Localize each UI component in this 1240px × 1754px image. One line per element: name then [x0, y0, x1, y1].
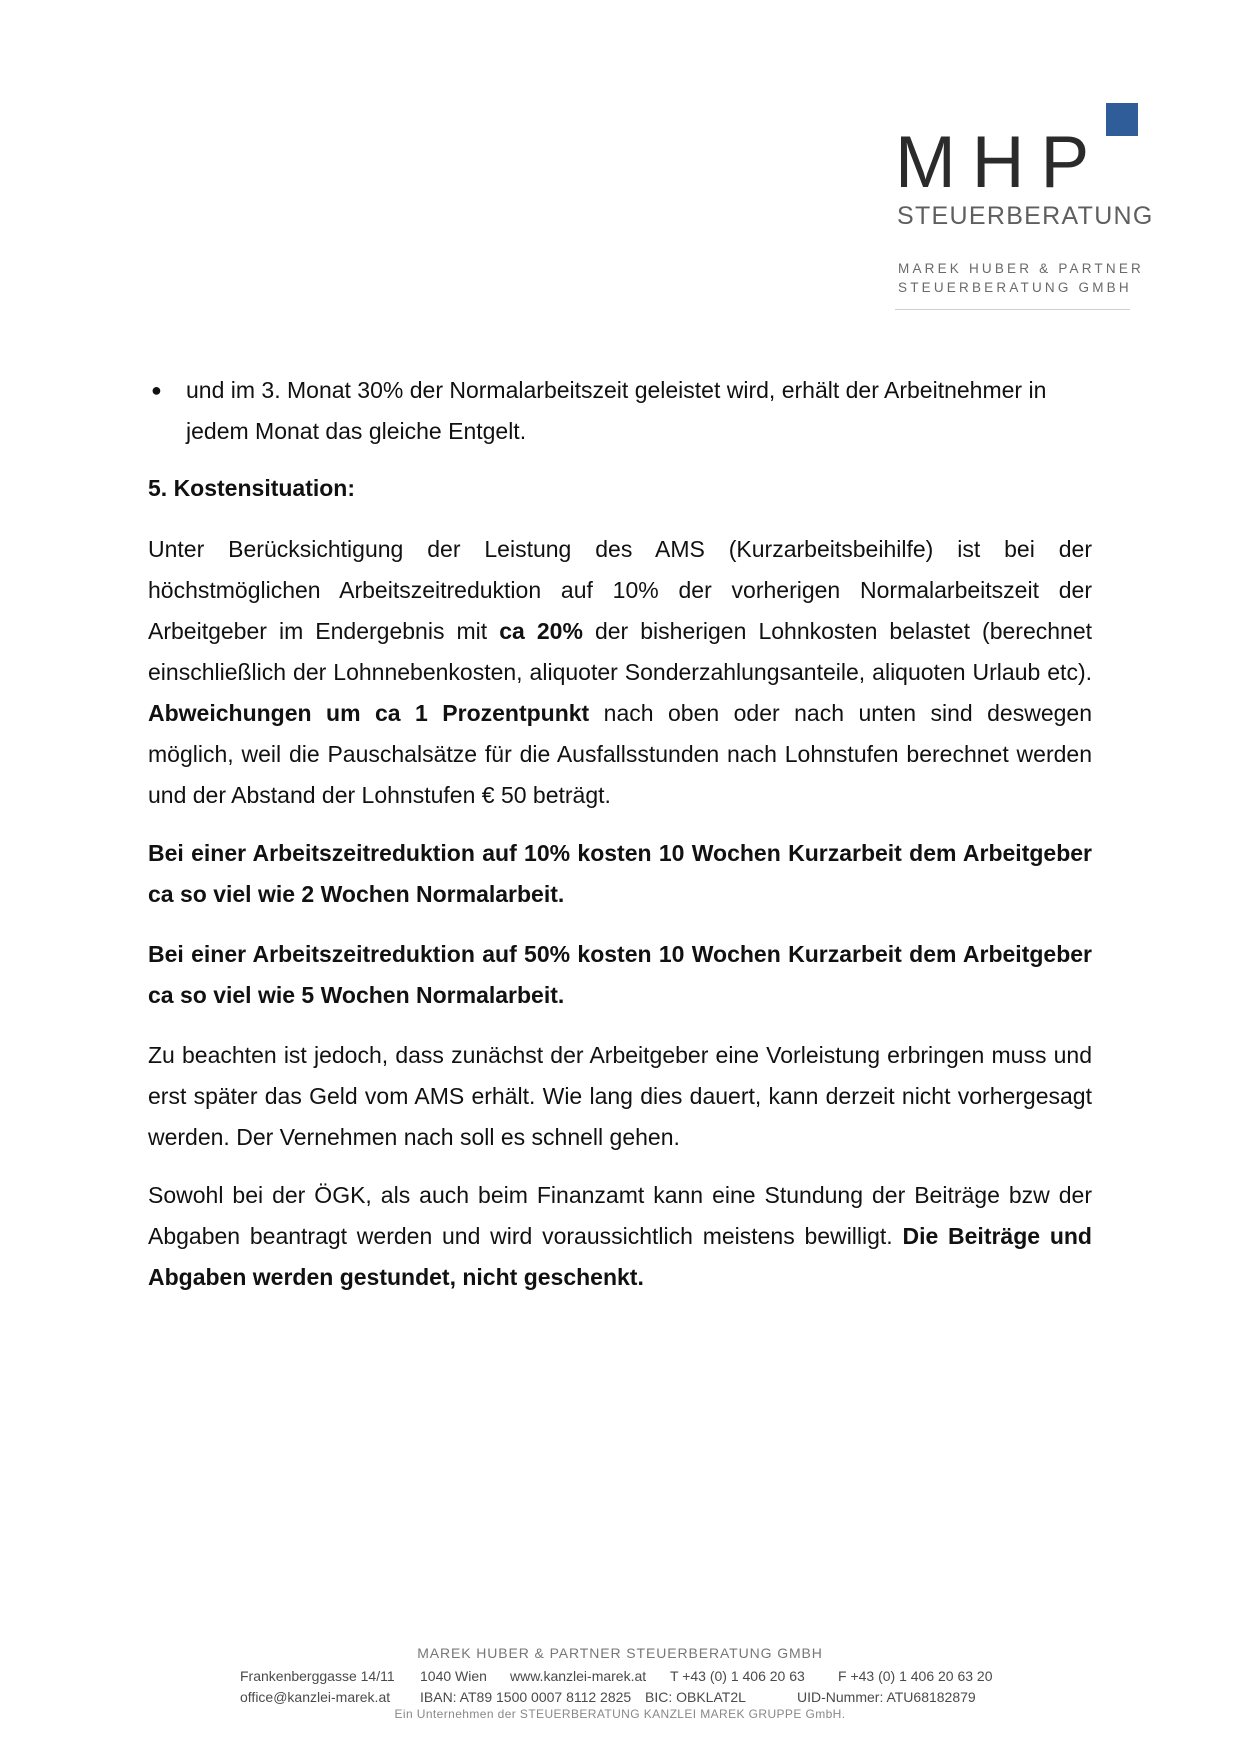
logo-accent-square	[1106, 103, 1138, 136]
footer-address: Frankenberggasse 14/11	[240, 1668, 395, 1684]
company-logo	[895, 100, 1154, 312]
bullet-text: und im 3. Monat 30% der Normalarbeitszeit geleistet wird, erhält der Arbeitnehmer in jedem Monat das gleiche Entgelt.	[186, 377, 1047, 444]
footer-phone: T +43 (0) 1 406 20 63	[670, 1668, 805, 1684]
deferral-paragraph-bold: Die Beiträge und Abgaben werden gestundet, nicht geschenkt.	[148, 1223, 1092, 1290]
list-item	[148, 370, 1092, 452]
section-heading: 5. Kostensituation:	[148, 475, 356, 501]
cost-paragraph-text-1: Unter Berücksichtigung der Leistung des AMS (Kurzarbeitsbeihilfe) ist bei der höchstmöglichen Arbeitszeitreduktion auf 10% der vorherigen Normalarbeitszeit der Arbeitgeber im Endergebnis mit	[148, 536, 1092, 644]
deferral-paragraph-text: Sowohl bei der ÖGK, als auch beim Finanzamt kann eine Stundung der Beiträge bzw der Abgaben beantragt werden und wird voraussichtlich meistens bewilligt.	[148, 1182, 1092, 1249]
footer-bic: BIC: OBKLAT2L	[645, 1689, 746, 1705]
logo-brand: MHP	[895, 122, 1106, 203]
highlight-paragraph-10-percent: Bei einer Arbeitszeitreduktion auf 10% kosten 10 Wochen Kurzarbeit dem Arbeitgeber ca so viel wie 2 Wochen Normalarbeit.	[148, 840, 1092, 907]
cost-paragraph-text-2: der bisherigen Lohnkosten belastet (berechnet einschließlich der Lohnnebenkosten, aliquoter Sonderzahlungsanteile, aliquoten Urlaub etc).	[148, 618, 1092, 685]
footer-company-name: MAREK HUBER & PARTNER STEUERBERATUNG GMBH	[417, 1645, 823, 1661]
bullet-icon: ●	[151, 380, 162, 400]
cost-paragraph-bold-1: ca 20%	[499, 618, 583, 644]
cost-paragraph	[148, 529, 1092, 816]
footer-fax: F +43 (0) 1 406 20 63 20	[838, 1668, 993, 1684]
footer-email-link[interactable]: office@kanzlei-marek.at	[240, 1689, 391, 1705]
logo-divider	[895, 309, 1130, 310]
logo-company-line1: MAREK HUBER & PARTNER	[898, 261, 1144, 276]
footer-web-link[interactable]: www.kanzlei-marek.at	[510, 1668, 647, 1684]
footer-group-note: Ein Unternehmen der STEUERBERATUNG KANZLEI MAREK GRUPPE GmbH.	[394, 1707, 846, 1721]
logo-company-line2: STEUERBERATUNG GMBH	[898, 280, 1132, 295]
document-body	[148, 370, 1092, 1315]
footer-uid: UID-Nummer: ATU68182879	[797, 1689, 976, 1705]
cost-paragraph-text-3: nach oben oder nach unten sind deswegen möglich, weil die Pauschalsätze für die Ausfallsstunden nach Lohnstufen berechnet werden und der Abstand der Lohnstufen € 50 beträgt.	[148, 700, 1092, 808]
page-footer	[0, 1644, 1240, 1721]
cost-paragraph-bold-2: Abweichungen um ca 1 Prozentpunkt	[148, 700, 590, 726]
logo-subtitle: STEUERBERATUNG	[897, 202, 1154, 230]
footer-iban: IBAN: AT89 1500 0007 8112 2825	[420, 1689, 632, 1705]
deferral-paragraph	[148, 1175, 1092, 1298]
prepayment-paragraph: Zu beachten ist jedoch, dass zunächst der Arbeitgeber eine Vorleistung erbringen muss und erst später das Geld vom AMS erhält. Wie lang dies dauert, kann derzeit nicht vorhergesagt werden. Der Vernehmen nach soll es schnell gehen.	[148, 1042, 1092, 1150]
highlight-paragraph-50-percent: Bei einer Arbeitszeitreduktion auf 50% kosten 10 Wochen Kurzarbeit dem Arbeitgeber ca so viel wie 5 Wochen Normalarbeit.	[148, 941, 1092, 1008]
footer-city: 1040 Wien	[420, 1668, 487, 1684]
